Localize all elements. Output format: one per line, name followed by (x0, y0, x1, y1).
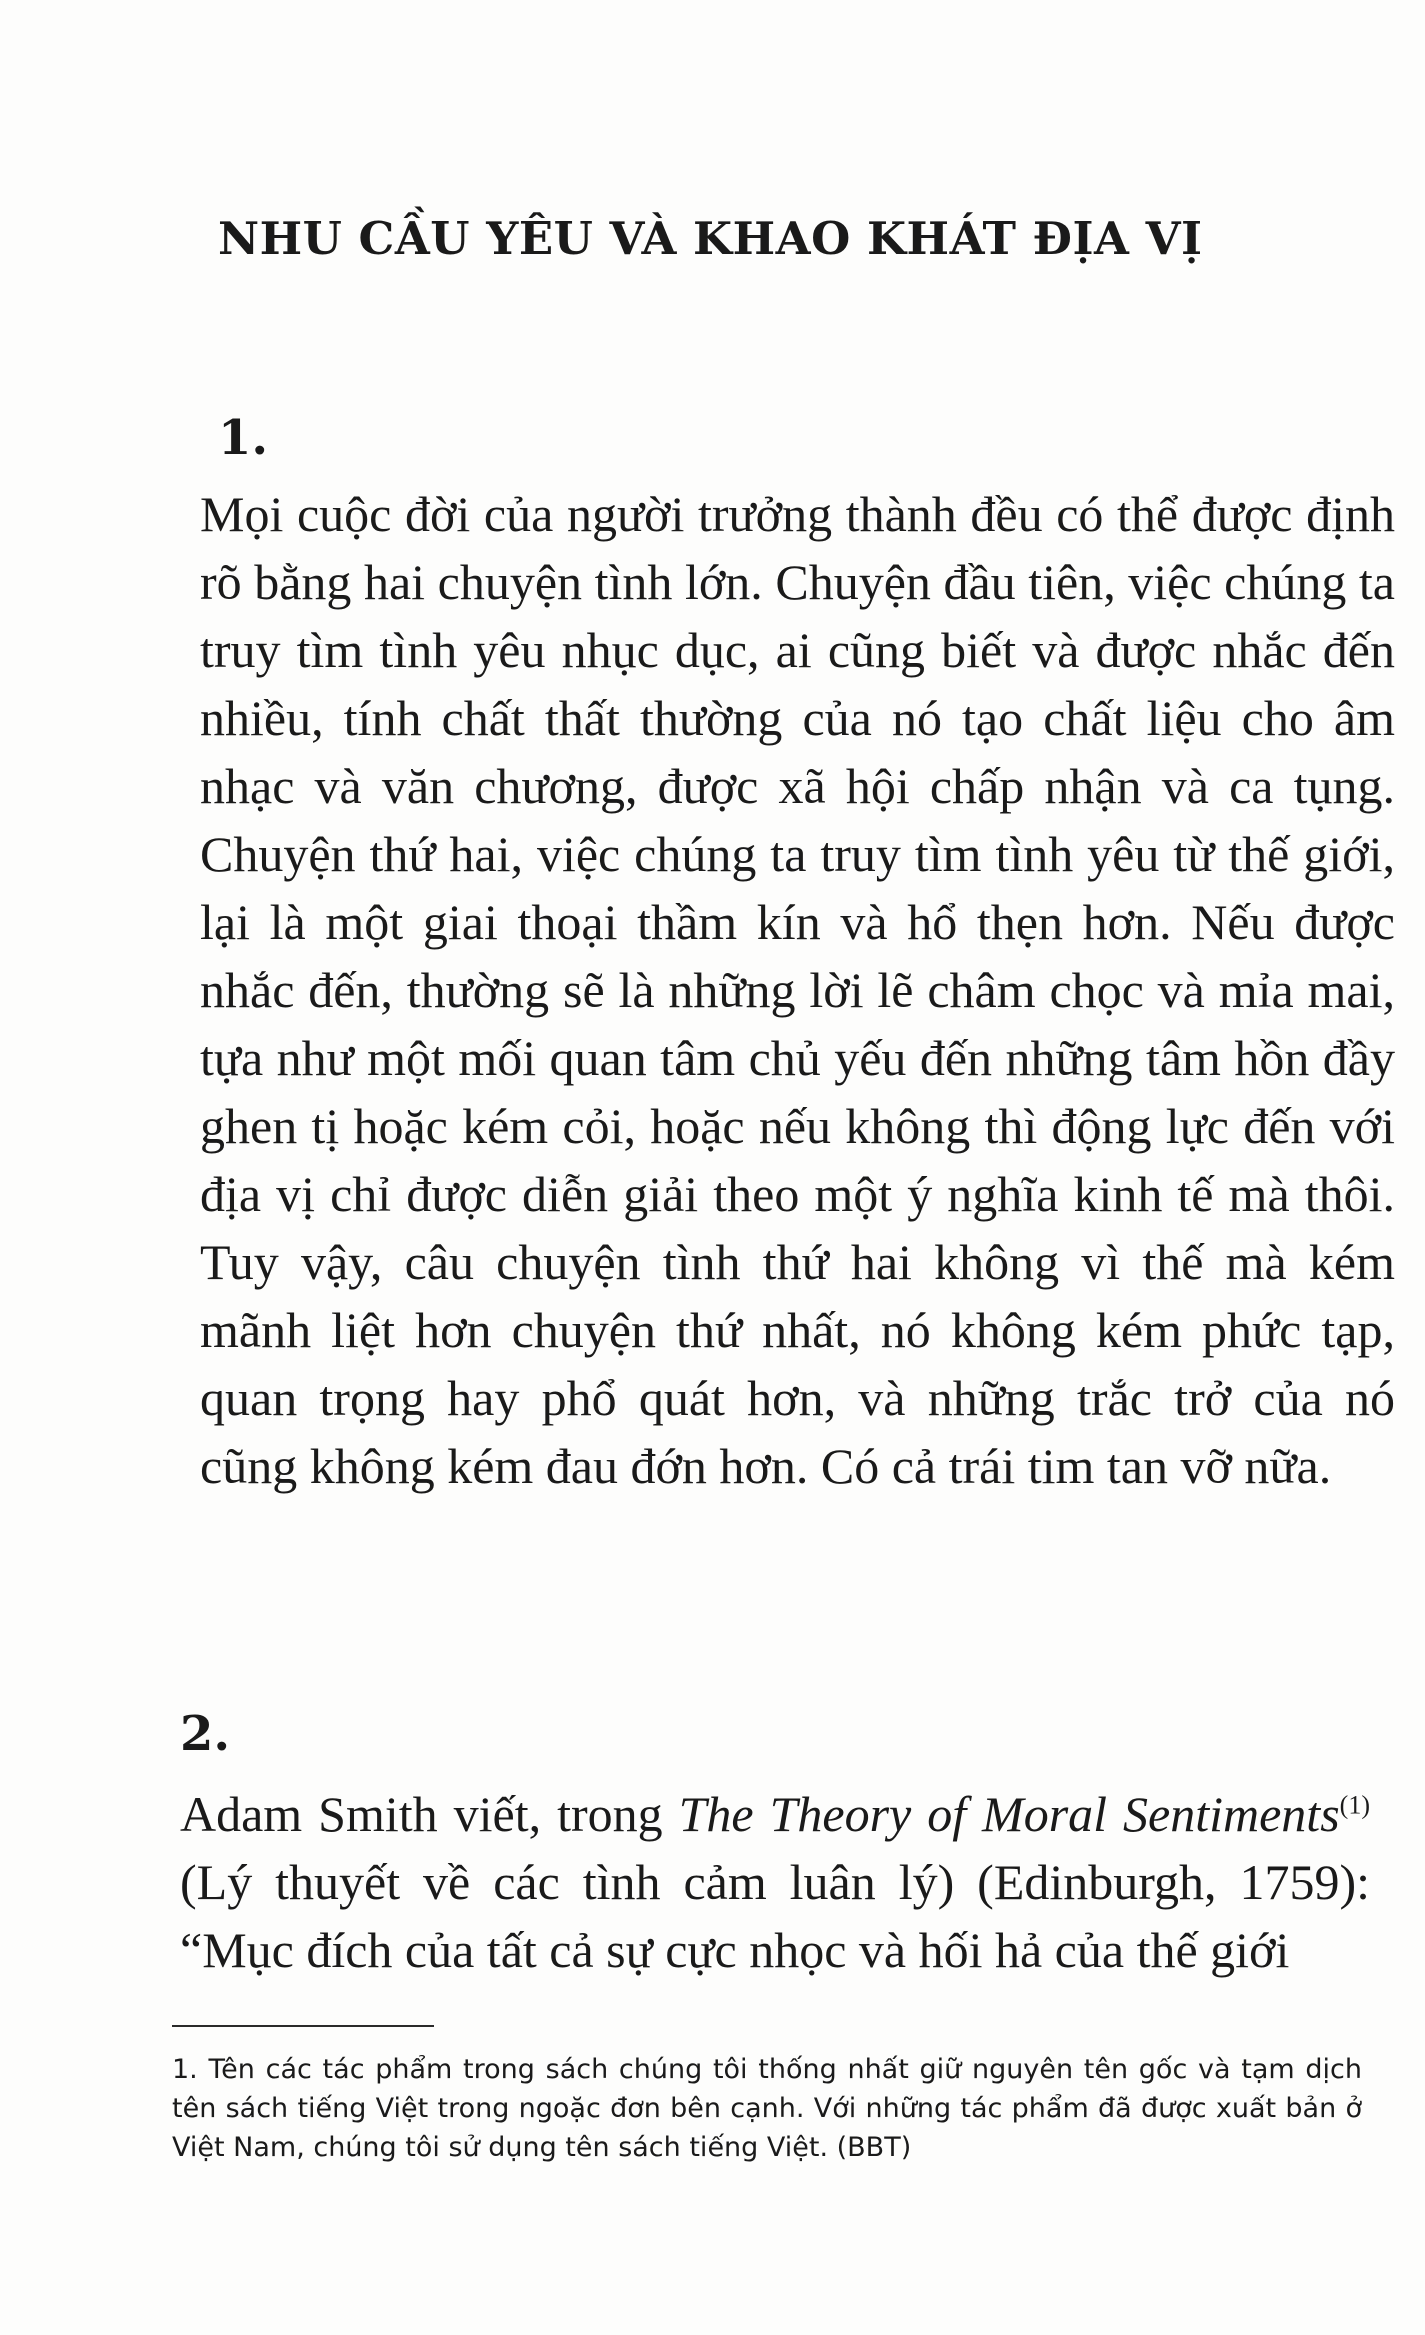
section-1-number: 1. (218, 410, 269, 466)
section-2-number: 2. (180, 1706, 231, 1762)
section-2-paragraph (180, 1780, 1370, 1984)
book-title: The Theory of Moral Sentiments (678, 1786, 1340, 1842)
footnote-divider (172, 2025, 434, 2027)
section-2-text-before: Adam Smith viết, trong (180, 1786, 679, 1842)
footnote-reference: (1) (1339, 1790, 1370, 1820)
section-2-text-after: (Lý thuyết về các tình cảm luân lý) (Edinburgh, 1759): “Mục đích của tất cả sự cực nhọc và hối hả của thế giới (180, 1854, 1370, 1978)
section-1-paragraph: Mọi cuộc đời của người trưởng thành đều có thể được định rõ bằng hai chuyện tình lớn. Chuyện đầu tiên, việc chúng ta truy tìm tình yêu nhục dục, ai cũng biết và được nhắc đến nhiều, tính chất thất thường của nó tạo chất liệu cho âm nhạc và văn chương, được xã hội chấp nhận và ca tụng. Chuyện thứ hai, việc chúng ta truy tìm tình yêu từ thế giới, lại là một giai thoại thầm kín và hổ thẹn hơn. Nếu được nhắc đến, thường sẽ là những lời lẽ châm chọc và mỉa mai, tựa như một mối quan tâm chủ yếu đến những tâm hồn đầy ghen tị hoặc kém cỏi, hoặc nếu không thì động lực đến với địa vị chỉ được diễn giải theo một ý nghĩa kinh tế mà thôi. Tuy vậy, câu chuyện tình thứ hai không vì thế mà kém mãnh liệt hơn chuyện thứ nhất, nó không kém phức tạp, quan trọng hay phổ quát hơn, và những trắc trở của nó cũng không kém đau đớn hơn. Có cả trái tim tan vỡ nữa. (200, 486, 1395, 1494)
chapter-title: NHU CẦU YÊU VÀ KHAO KHÁT ĐỊA VỊ (218, 212, 1203, 265)
footnote: 1. Tên các tác phẩm trong sách chúng tôi thống nhất giữ nguyên tên gốc và tạm dịch tên sách tiếng Việt trong ngoặc đơn bên cạnh. Với những tác phẩm đã được xuất bản ở Việt Nam, chúng tôi sử dụng tên sách tiếng Việt. (BBT) (172, 2054, 1362, 2163)
